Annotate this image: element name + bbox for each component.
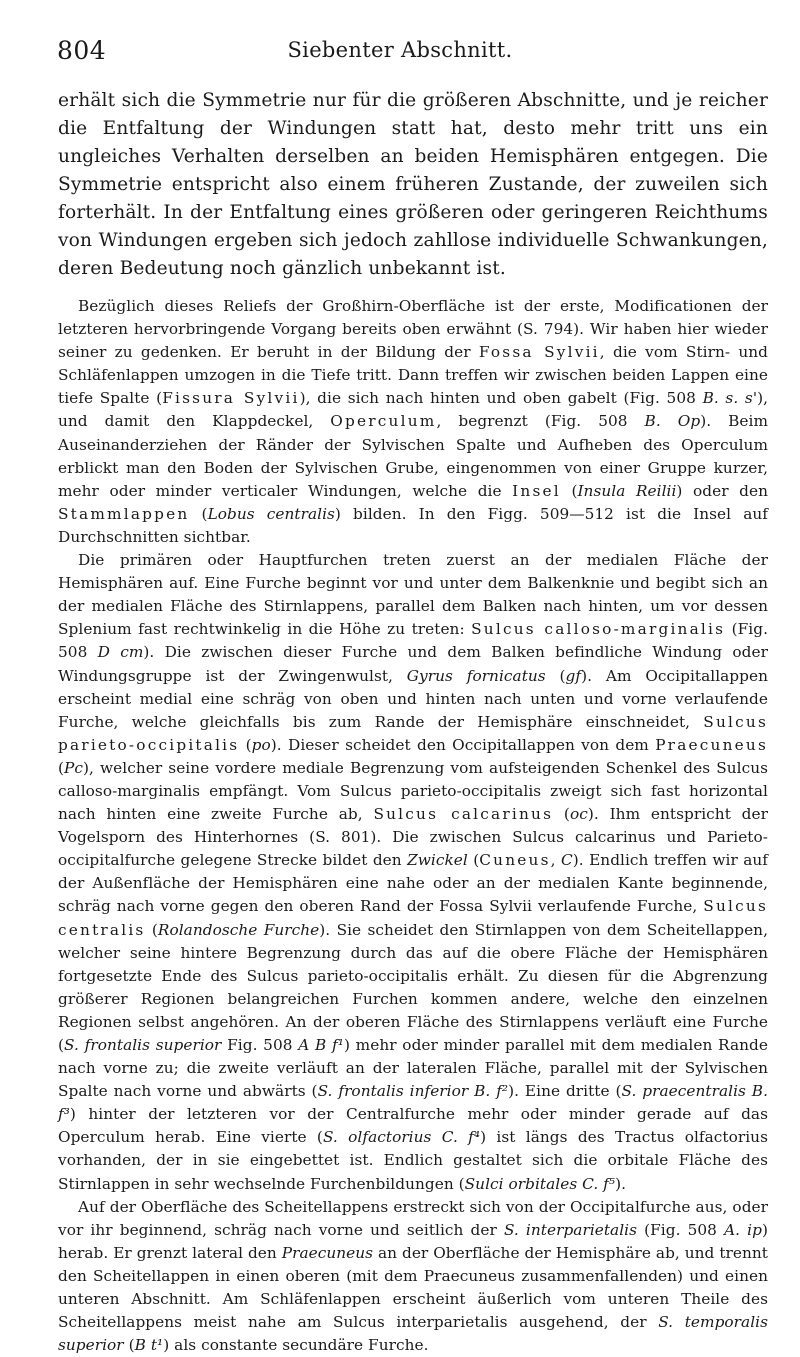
text-run: ).	[615, 1174, 626, 1193]
text-run: ). Endlich treffen wir auf der Außenfläche der Hemisphären eine nahe oder an der medialen Kante beginnende, schräg nach vorne gegen den oberen Rand der Fossa Sylvii verlaufende Furche,	[58, 851, 768, 916]
text-run: (	[58, 758, 65, 777]
paragraph-1	[58, 87, 768, 283]
text-run: ), welcher seine vordere mediale Begrenzung vom aufsteigenden Schenkel des Sulcus calloso-marginalis empfängt. Vom Sulcus parieto-occipitalis zweigt sich fast horizontal nach hinten eine zweite Furche ab,	[58, 758, 768, 824]
text-run: ) bilden. In den Figg. 509—512 ist die Insel auf Durchschnitten sichtbar.	[58, 504, 768, 546]
italic-term: Pc	[64, 758, 83, 777]
paragraph-4	[58, 1196, 768, 1357]
text-run: (	[123, 1336, 135, 1355]
text-run: , begrenzt (Fig. 508	[436, 412, 645, 431]
page-body	[58, 87, 768, 1357]
text-run: erhält sich die Symmetrie nur für die größeren Abschnitte, und je reicher die Entfaltung der Windungen statt hat, desto mehr tritt uns ein ungleiches Verhalten derselben an beiden Hemisphären entgegen. Die Symmetrie entspricht also einem früheren Zustande, der zuweilen sich forterhält. In der Entfaltung eines größeren oder geringeren Reichthums von Windungen ergeben sich jedoch zahllose individuelle Schwankungen, deren Bedeutung noch gänzlich unbekannt ist.	[58, 90, 768, 279]
text-run: ) mehr oder minder parallel mit dem medialen Rande nach vorne zu; die zweite verläuft an der lateralen Fläche, parallel mit der Sylvischen Spalte nach vorne und abwärts (	[58, 1036, 768, 1101]
italic-term: B. s. s'	[702, 389, 758, 408]
italic-term: gf	[565, 666, 582, 685]
italic-term: oc	[569, 805, 588, 824]
text-run: ). Eine dritte (	[508, 1082, 622, 1101]
text-run: ). Beim Auseinanderziehen der Ränder der Sylvischen Spalte und Aufheben des Operculum erblickt man den Boden der Sylvischen Grube, eingenommen von einer Gruppe kurzer, mehr oder minder verticaler Windungen, welche die	[58, 412, 769, 500]
text-run: (	[560, 481, 578, 500]
text-run: an der Oberfläche der Hemisphäre ab, und trennt den Scheitellappen in einen oberen (mit dem Praecuneus zusammenfallenden) und einen unteren Abschnitt. Am Schläfenlappen erscheint äußerlich vom unteren Theile des Scheitellappens meist nahe am Sulcus interparietalis ausgehend, der	[58, 1243, 768, 1332]
text-run: Die primären oder Hauptfurchen treten zuerst an der medialen Fläche der Hemisphären auf. Eine Furche beginnt vor und unter dem Balkenknie und begibt sich an der medialen Fläche des Stirnlappens, parallel dem Balken nach hinten, um vor dessen Splenium fast rechtwinkelig in die Höhe zu treten:	[58, 551, 768, 639]
italic-term: Insula Reilii	[577, 481, 677, 500]
italic-term: Praecuneus	[281, 1243, 374, 1262]
text-run: , die vom Stirn- und Schläfenlappen umzogen in die Tiefe tritt. Dann treffen wir zwischen beiden Lappen eine tiefe Spalte (	[58, 343, 769, 408]
text-run: ) als constante secundäre Furche.	[163, 1336, 429, 1355]
spaced-term: Sulcus calloso-marginalis	[471, 620, 726, 639]
text-run: Auf der Oberfläche des Scheitellappens erstreckt sich von der Occipitalfurche aus, oder vor ihr beginnend, schräg nach vorne und seitlich der	[58, 1197, 768, 1239]
italic-term: S. praecentralis B. f³	[58, 1082, 768, 1124]
spaced-term: Praecuneus	[655, 735, 768, 754]
spaced-term: Sulcus calcarinus	[373, 805, 554, 824]
spaced-term: Sulcus parieto-occipitalis	[58, 712, 768, 754]
spaced-term: Stammlappen	[58, 504, 190, 523]
italic-term: po	[251, 735, 271, 754]
italic-term: S. frontalis superior	[64, 1036, 222, 1054]
spaced-term: Cuneus	[479, 851, 551, 870]
paragraph-2	[58, 295, 768, 549]
text-run: ) oder den	[676, 481, 768, 500]
text-run: ), und damit den Klappdeckel,	[58, 389, 769, 431]
text-run: (	[467, 851, 480, 870]
text-run: ) herab. Er grenzt lateral den	[58, 1220, 768, 1262]
italic-term: B t¹	[134, 1336, 164, 1355]
italic-term: A B f¹	[298, 1036, 344, 1054]
text-run: (Fig. 508	[637, 1220, 725, 1239]
text-run: ) ist längs des Tractus olfactorius vorhanden, der in sie eingebettet ist. Endlich gestaltet sich die orbitale Fläche des Stirnlappen in sehr wechselnde Furchenbildungen (	[58, 1128, 768, 1193]
spaced-term: Sulcus centralis	[58, 897, 768, 939]
text-run: ). Die zwischen dieser Furche und dem Balken befindliche Windung oder Windungsgruppe ist der Zwingenwulst,	[58, 643, 768, 685]
text-run: Bezüglich dieses Reliefs der Großhirn-Oberfläche ist der erste, Modificationen der letzteren hervorbringende Vorgang bereits oben erwähnt (S. 794). Wir haben hier wieder seiner zu gedenken. Er beruht in der Bildung der	[58, 297, 768, 362]
italic-term: S. frontalis inferior B. f²	[317, 1082, 509, 1101]
text-run: ) hinter der letzteren vor der Centralfurche mehr oder minder gerade auf das Operculum herab. Eine vierte (	[58, 1105, 768, 1147]
running-head: Siebenter Abschnitt.	[287, 38, 513, 62]
italic-term: B. Op	[644, 412, 701, 431]
text-run: (	[553, 805, 570, 824]
text-run: ,	[550, 851, 561, 870]
italic-term: Lobus centralis	[207, 504, 335, 523]
text-run: (	[239, 735, 252, 754]
text-run: ). Ihm entspricht der Vogelsporn des Hinterhornes (S. 801). Die zwischen Sulcus calcarinus und Parieto-occipitalfurche gelegene Strecke bildet den	[58, 805, 768, 870]
italic-term: Rolandosche Furche	[157, 920, 320, 939]
italic-term: S. temporalis superior	[58, 1313, 768, 1355]
page-number: 804	[57, 36, 107, 65]
italic-term: S. olfactorius C. f⁴	[322, 1128, 481, 1147]
text-run: (	[545, 666, 566, 685]
italic-term: Gyrus fornicatus	[406, 666, 546, 685]
spaced-term: Fissura Sylvii	[162, 389, 300, 408]
text-run: Fig. 508	[221, 1036, 299, 1054]
page-header	[0, 36, 800, 70]
italic-term: D cm	[97, 643, 144, 662]
paragraph-3	[58, 549, 768, 1196]
spaced-term: Insel	[512, 481, 561, 500]
text-run: ). Am Occipitallappen erscheint medial eine schräg von oben und hinten nach unten und vorne verlaufende Furche, welche gleichfalls bis zum Rande der Hemisphäre einschneidet,	[58, 666, 768, 731]
text-run: (	[145, 920, 158, 939]
text-run: (	[189, 504, 208, 523]
italic-term: Zwickel	[407, 851, 468, 870]
italic-term: S. interparietalis	[503, 1220, 638, 1239]
spaced-term: Fossa Sylvii	[478, 343, 600, 362]
text-run: ), die sich nach hinten und oben gabelt (Fig. 508	[299, 389, 703, 408]
text-run: ). Sie scheidet den Stirnlappen von dem Scheitellappen, welcher seine hintere Begrenzung durch das auf die obere Fläche der Hemisphären fortgesetzte Ende des Sulcus parieto-occipitalis erhält. Zu diesen für die Abgrenzung größerer Regionen belangreichen Furchen kommen andere, welche den einzelnen Regionen selbst angehören. An der oberen Fläche des Stirnlappens verläuft eine Furche (	[58, 920, 768, 1054]
text-run: ). Dieser scheidet den Occipitallappen von dem	[270, 735, 656, 754]
text-run: (Fig. 508	[58, 620, 769, 662]
italic-term: Sulci orbitales C. f⁵	[464, 1174, 616, 1193]
spaced-term: Operculum	[330, 412, 437, 431]
italic-term: A. ip	[724, 1220, 762, 1239]
italic-term: C	[560, 851, 573, 870]
